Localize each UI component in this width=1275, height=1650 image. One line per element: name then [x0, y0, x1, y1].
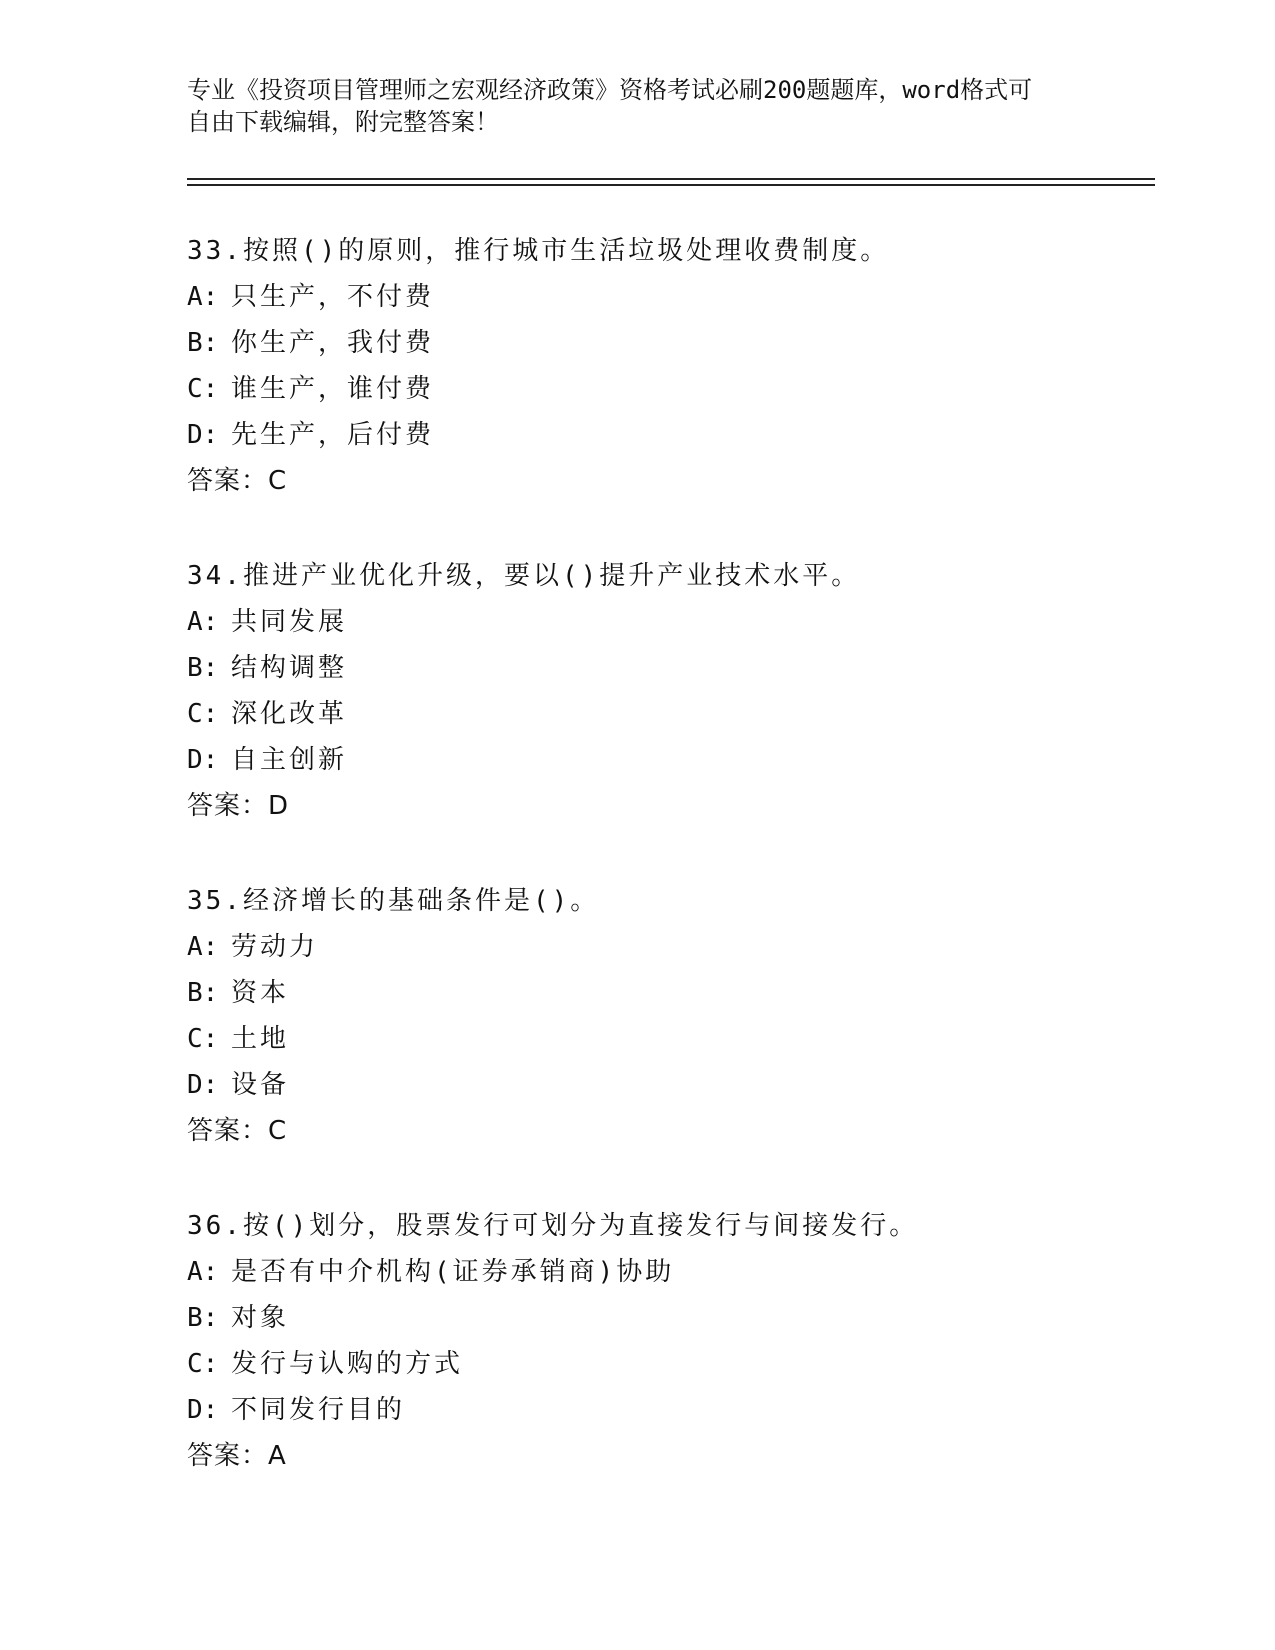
option-text: 结构调整 — [231, 653, 348, 683]
answer-line: 答案：C — [187, 466, 288, 496]
option-letter: D: — [187, 1070, 219, 1100]
option-d — [187, 1062, 1155, 1108]
option-letter: D: — [187, 420, 219, 450]
option-letter: C: — [187, 1024, 219, 1054]
option-a — [187, 924, 1155, 970]
option-letter: C: — [187, 1349, 219, 1379]
option-c — [187, 1016, 1155, 1062]
question-36 — [187, 1203, 1155, 1479]
option-b — [187, 970, 1155, 1016]
answer-line: 答案：D — [187, 791, 290, 821]
option-c — [187, 366, 1155, 412]
question-list — [187, 228, 1155, 1528]
option-text: 设备 — [231, 1070, 290, 1100]
option-letter: A: — [187, 607, 219, 637]
option-d — [187, 737, 1155, 783]
option-letter: B: — [187, 328, 219, 358]
option-letter: B: — [187, 1303, 219, 1333]
header-line-1: 专业《投资项目管理师之宏观经济政策》资格考试必刷200题题库，word格式可 — [187, 76, 1033, 104]
option-text: 不同发行目的 — [231, 1395, 406, 1425]
option-letter: A: — [187, 932, 219, 962]
answer-line: 答案：A — [187, 1441, 287, 1471]
option-b — [187, 320, 1155, 366]
header-divider-top — [187, 178, 1155, 180]
option-text: 对象 — [231, 1303, 290, 1333]
option-letter: B: — [187, 978, 219, 1008]
header-line-2: 自由下载编辑，附完整答案！ — [187, 108, 499, 136]
question-stem: 34.推进产业优化升级，要以()提升产业技术水平。 — [187, 561, 861, 591]
option-text: 劳动力 — [231, 932, 319, 962]
option-text: 先生产，后付费 — [231, 420, 435, 450]
option-a — [187, 599, 1155, 645]
option-text: 自主创新 — [231, 745, 348, 775]
option-d — [187, 412, 1155, 458]
answer-line: 答案：C — [187, 1116, 288, 1146]
question-34 — [187, 553, 1155, 829]
option-text: 土地 — [231, 1024, 290, 1054]
option-c — [187, 691, 1155, 737]
option-text: 是否有中介机构(证券承销商)协助 — [231, 1257, 675, 1287]
question-33 — [187, 228, 1155, 504]
option-text: 只生产，不付费 — [231, 282, 435, 312]
option-letter: A: — [187, 1257, 219, 1287]
question-stem: 33.按照()的原则，推行城市生活垃圾处理收费制度。 — [187, 236, 890, 266]
option-text: 共同发展 — [231, 607, 348, 637]
option-letter: D: — [187, 745, 219, 775]
option-text: 你生产，我付费 — [231, 328, 435, 358]
option-letter: A: — [187, 282, 219, 312]
option-a — [187, 274, 1155, 320]
option-d — [187, 1387, 1155, 1433]
option-letter: B: — [187, 653, 219, 683]
question-stem: 35.经济增长的基础条件是()。 — [187, 886, 600, 916]
option-a — [187, 1249, 1155, 1295]
question-35 — [187, 878, 1155, 1154]
document-header — [187, 74, 1087, 138]
header-divider-bottom — [187, 184, 1155, 186]
option-b — [187, 645, 1155, 691]
question-stem: 36.按()划分，股票发行可划分为直接发行与间接发行。 — [187, 1211, 919, 1241]
option-letter: C: — [187, 374, 219, 404]
option-b — [187, 1295, 1155, 1341]
option-text: 发行与认购的方式 — [231, 1349, 464, 1379]
option-letter: C: — [187, 699, 219, 729]
option-text: 深化改革 — [231, 699, 348, 729]
option-text: 资本 — [231, 978, 290, 1008]
option-letter: D: — [187, 1395, 219, 1425]
option-c — [187, 1341, 1155, 1387]
option-text: 谁生产，谁付费 — [231, 374, 435, 404]
